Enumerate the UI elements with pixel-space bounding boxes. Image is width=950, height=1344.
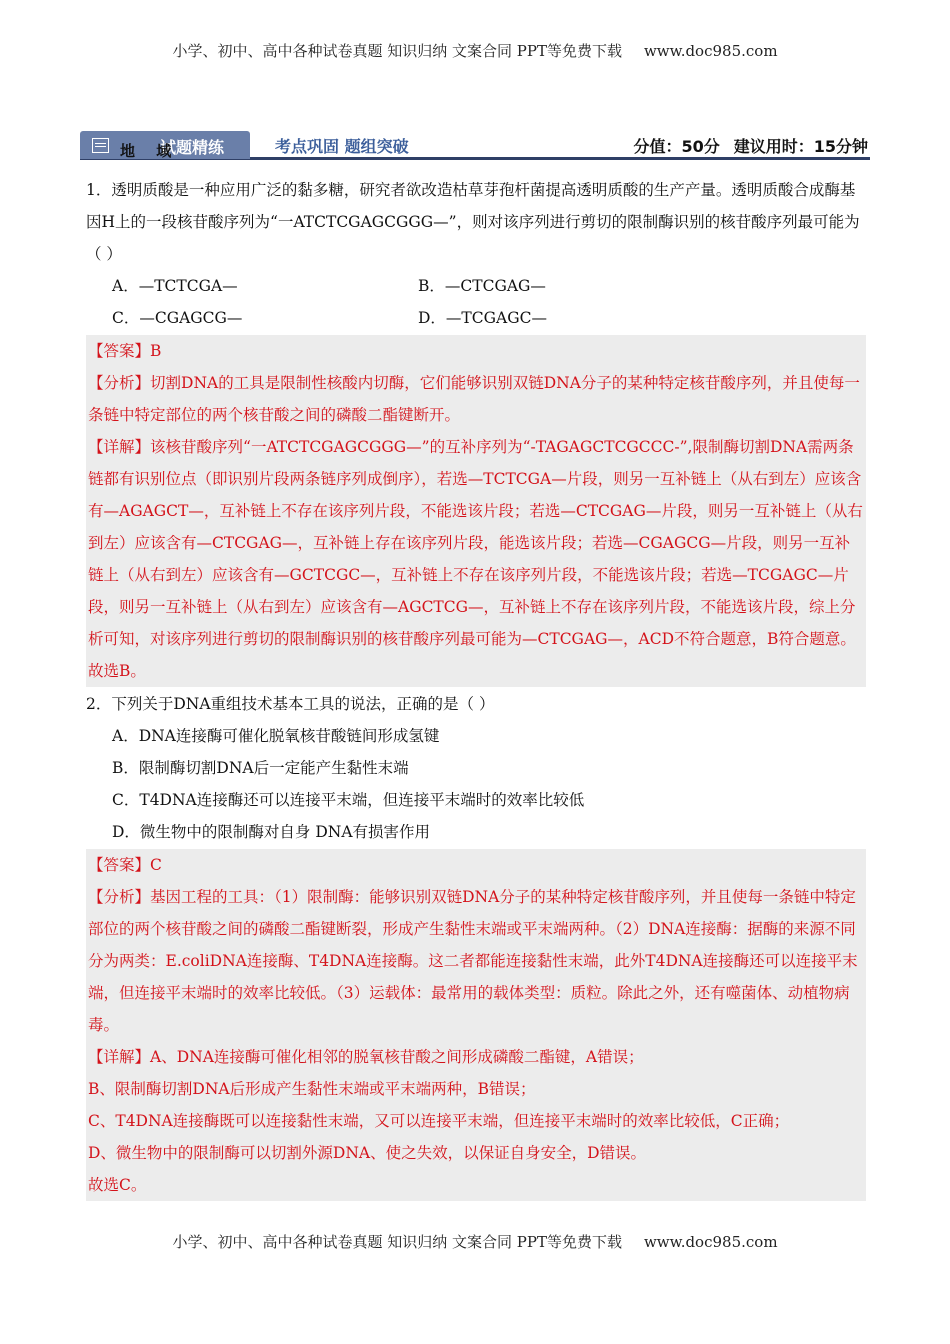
footer-site-link[interactable]: www.doc985.com (643, 1233, 778, 1251)
option-b: B．限制酶切割DNA后一定能产生黏性末端 (112, 759, 409, 777)
conclusion: 故选C。 (88, 1176, 147, 1194)
page-footer (0, 1231, 950, 1252)
analysis-paragraph (88, 881, 864, 1041)
option-c: C．T4DNA连接酶还可以连接平末端，但连接平末端时的效率比较低 (112, 791, 585, 809)
badge-label: 试题精练 (160, 138, 225, 157)
detail-text: 该核苷酸序列“一ATCTCGAGCGGG—”的互补序列为“-TAGAGCTCGCCC-”,限制酶切割DNA需两条链都有识别位点（即识别片段两条链序列成倒序），若选—TCTCGA—片段，则另一互补链上（从右到左）应该含有—AGAGCT—，互补链上不存在该序列片段，不能选该片段；若选—CTCGAG—片段，则另一互补链上（从右到左）应该含有—CTCGAG—，互补链上存在该序列片段，能选该片段；若选—CGAGCG—片段，则另一互补链上（从右到左）应该含有—GCTCGC—，互补链上不存在该序列片段，不能选该片段；若选—TCGAGC—片段，则另一互补链上（从右到左）应该含有—AGCTCG—，互补链上不存在该序列片段，不能选该片段，综上分析可知，对该序列进行剪切的限制酶识别的核苷酸序列最可能为—CTCGAG—，ACD不符合题意，B符合题意。 (88, 438, 863, 648)
detail-text: A、DNA连接酶可催化相邻的脱氧核苷酸之间形成磷酸二酯键，A错误； (150, 1048, 644, 1066)
analysis-text: 基因工程的工具：（1）限制酶：能够识别双链DNA分子的某种特定核苷酸序列，并且使每一条链中特定部位的两个核苷酸之间的磷酸二酯键断裂，形成产生黏性末端或平末端两种。（2）DNA连接酶：据酶的来源不同分为两类：E.coliDNA连接酶、T4DNA连接酶。这二者都能连接黏性末端，此外T4DNA连接酶还可以连接平末端，但连接平末端时的效率比较低。（3）运载体：最常用的载体类型：质粒。除此之外，还有噬菌体、动植物病毒。 (88, 888, 858, 1034)
detail-paragraph (88, 431, 864, 655)
detail-line: D、微生物中的限制酶可以切割外源DNA、使之失效，以保证自身安全，D错误。 (88, 1144, 647, 1162)
question-1-options (86, 270, 866, 334)
header-text: 小学、初中、高中各种试卷真题 知识归纳 文案合同 PPT等免费下载 (172, 42, 622, 60)
banner-slogan: 考点巩固 题组突破 (275, 137, 409, 156)
question-2-options (86, 720, 866, 848)
answer-value: B (150, 342, 162, 360)
suggested-time: 建议用时：15分钟 (733, 137, 868, 156)
analysis-text: 切割DNA的工具是限制性核酸内切酶，它们能够识别双链DNA分子的某种特定核苷酸序列，并且使每一条链中特定部位的两个核苷酸之间的磷酸二酯键断开。 (88, 374, 860, 424)
list-icon (92, 138, 109, 153)
analysis-paragraph (88, 367, 864, 431)
answer-line (88, 849, 864, 881)
detail-line: C、T4DNA连接酶既可以连接黏性末端，又可以连接平末端，但连接平末端时的效率比较低，C正确； (88, 1112, 790, 1130)
answer-tag: 【答案】 (88, 342, 151, 360)
detail-tag: 【详解】 (88, 1048, 151, 1066)
header-site-link[interactable]: www.doc985.com (643, 42, 778, 60)
option-d: D．—TCGAGC— (418, 309, 547, 327)
question-2-stem: 2．下列关于DNA重组技术基本工具的说法，正确的是（ ） (86, 695, 495, 713)
question-2-solution (86, 849, 866, 1201)
question-content (86, 174, 866, 1202)
option-c: C．—CGAGCG— (112, 309, 243, 327)
analysis-tag: 【分析】 (88, 888, 151, 906)
score-value: 分值：50分 (633, 137, 720, 156)
answer-line (88, 335, 864, 367)
detail-line (88, 1041, 864, 1073)
option-a: A．—TCTCGA— (112, 277, 238, 295)
badge-overlap-text: 地 域 (120, 142, 180, 160)
detail-tag: 【详解】 (88, 438, 151, 456)
analysis-tag: 【分析】 (88, 374, 151, 392)
score-info (633, 134, 868, 157)
question-1-solution (86, 335, 866, 687)
question-1-stem: 1．透明质酸是一种应用广泛的黏多糖，研究者欲改造枯草芽孢杆菌提高透明质酸的生产产量。透明质酸合成酶基因H上的一段核苷酸序列为“一ATCTCGAGCGGG—”，则对该序列进行剪切的限制酶识别的核苷酸序列最可能为（ ） (86, 181, 860, 263)
section-banner (80, 130, 870, 160)
option-b: B．—CTCGAG— (418, 277, 546, 295)
option-a: A．DNA连接酶可催化脱氧核苷酸链间形成氢键 (112, 727, 440, 745)
page-header (0, 40, 950, 61)
answer-tag: 【答案】 (88, 856, 151, 874)
option-d: D．微生物中的限制酶对自身 DNA有损害作用 (112, 823, 431, 841)
detail-line: B、限制酶切割DNA后形成产生黏性末端或平末端两种，B错误； (88, 1080, 536, 1098)
footer-text: 小学、初中、高中各种试卷真题 知识归纳 文案合同 PPT等免费下载 (172, 1233, 622, 1251)
conclusion: 故选B。 (88, 662, 146, 680)
answer-value: C (150, 856, 162, 874)
